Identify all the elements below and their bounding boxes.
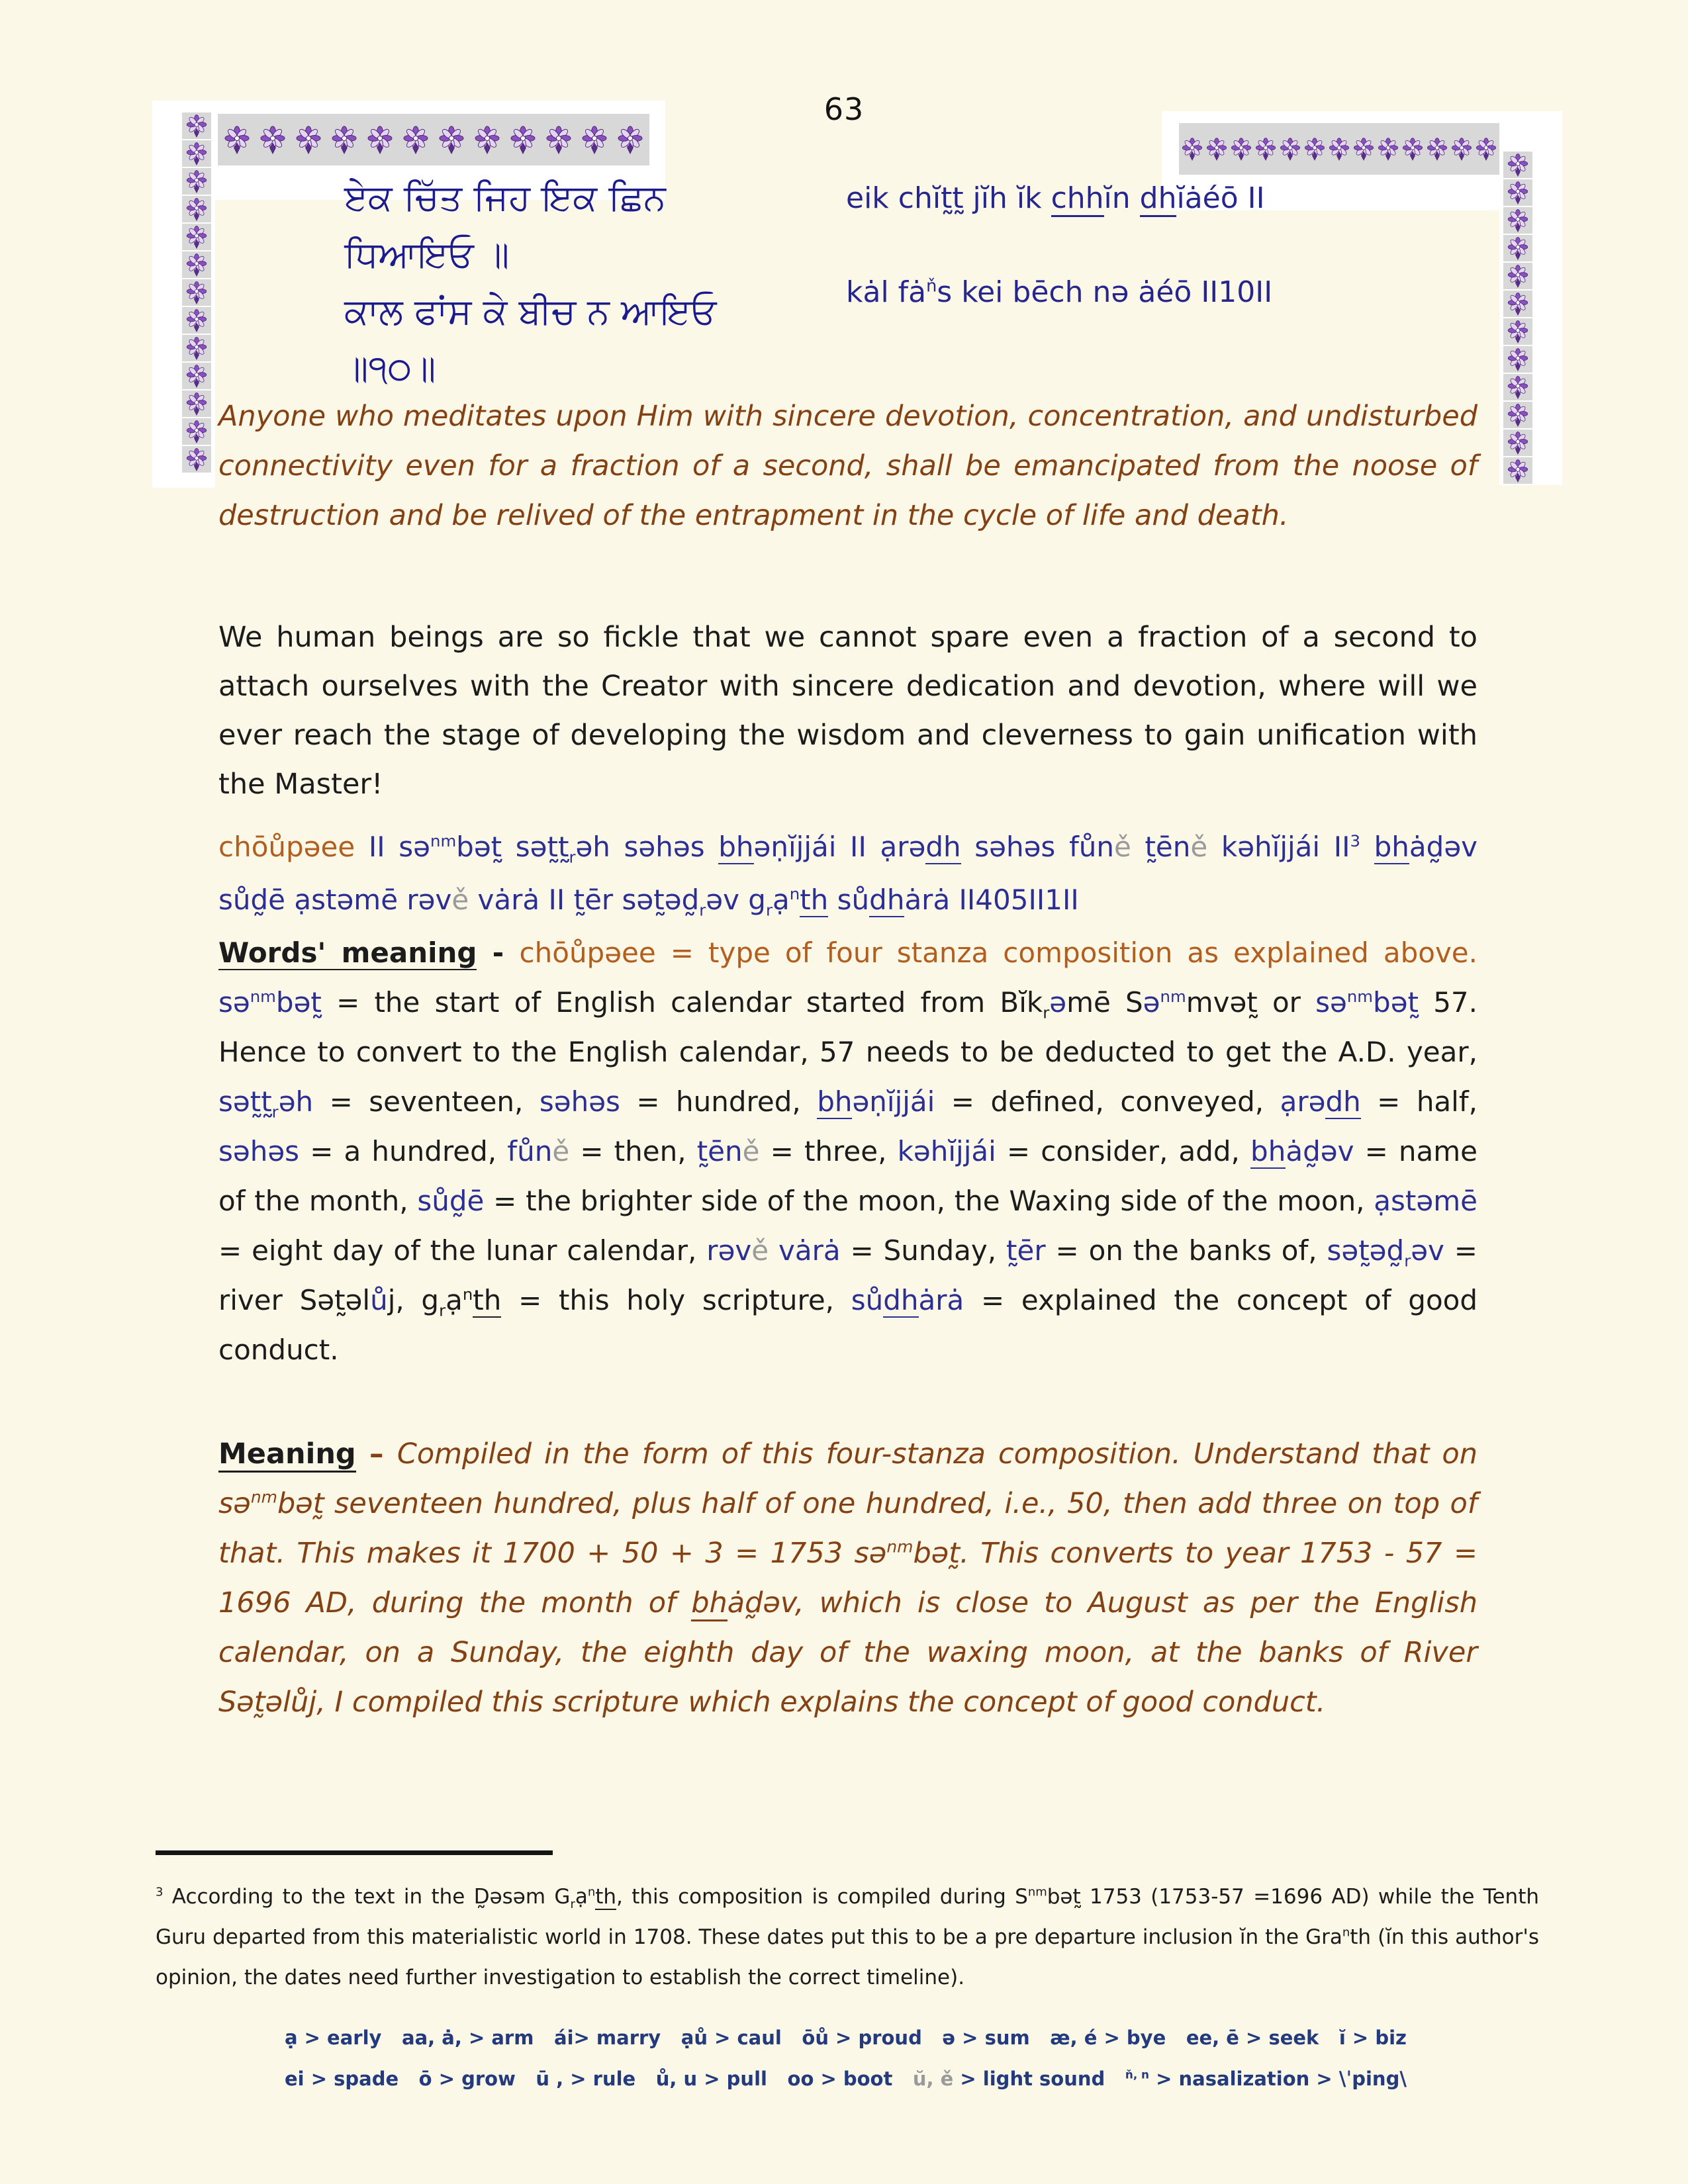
flower-icon bbox=[1254, 136, 1277, 162]
flower-icon bbox=[1450, 136, 1473, 162]
flower-tile bbox=[1503, 179, 1532, 206]
flower-icon bbox=[543, 125, 574, 154]
flower-icon bbox=[222, 125, 252, 154]
flower-tile bbox=[182, 335, 211, 361]
pronunciation-guide-item: oo > boot bbox=[787, 2068, 893, 2090]
page-number: 63 bbox=[823, 91, 865, 127]
flower-icon bbox=[400, 125, 431, 154]
pronunciation-guide-item: ə > sum bbox=[942, 2026, 1030, 2049]
flower-band bbox=[1179, 123, 1499, 175]
flower-tile bbox=[182, 307, 211, 334]
pronunciation-guide-item: ů, u > pull bbox=[655, 2068, 767, 2090]
flower-icon bbox=[184, 253, 209, 277]
pronunciation-guide-item: ĭ > biz bbox=[1338, 2026, 1407, 2049]
flower-tile bbox=[1503, 374, 1532, 400]
flower-icon bbox=[184, 420, 209, 443]
flower-icon bbox=[184, 169, 209, 193]
flower-tile bbox=[1503, 207, 1532, 234]
flower-icon bbox=[579, 125, 610, 154]
flower-icon bbox=[184, 225, 209, 249]
flower-icon bbox=[472, 125, 502, 154]
flower-icon bbox=[1505, 153, 1530, 177]
gurmukhi-verse bbox=[344, 169, 781, 397]
flower-icon bbox=[1328, 136, 1350, 162]
transliteration-line-2: kȧl $fȧ^ňs$ kei bēch nə ȧéō II10II bbox=[846, 275, 1273, 309]
flower-icon bbox=[184, 308, 209, 332]
choupai-verse: chōůpəee II sə$^{nm}$bət̰ $sət̰t̰_rəh$ səhəs bhəṇĭjjái II ạrədh səhəs fůně t̰ēně kəhĭjjái $II^3$ bhȧd̰əv sůd̰ē ạstəmē rəvě vȧrȧ II t̰ēr $sət̰əd̰_rəv$ $g_rạ^nth$ sůdhȧrȧ II405II1II bbox=[218, 831, 1478, 920]
flower-tile bbox=[182, 446, 211, 473]
flower-icon bbox=[184, 197, 209, 221]
flower-tile bbox=[182, 140, 211, 167]
pronunciation-guide-item: ái> marry bbox=[554, 2026, 661, 2049]
pronunciation-guide-item: aa, ȧ, > arm bbox=[402, 2026, 534, 2049]
pronunciation-guide-item: ei > spade bbox=[285, 2068, 399, 2090]
flower-icon bbox=[1377, 136, 1399, 162]
flower-tile bbox=[182, 251, 211, 278]
pronunciation-guide-item: ū , > rule bbox=[536, 2068, 636, 2090]
flower-tile bbox=[1503, 457, 1532, 484]
flower-icon bbox=[1303, 136, 1326, 162]
flower-icon bbox=[1505, 403, 1530, 427]
flower-icon bbox=[184, 392, 209, 416]
flower-icon bbox=[1505, 292, 1530, 316]
flower-icon bbox=[1205, 136, 1228, 162]
flower-icon bbox=[508, 125, 538, 154]
pronunciation-guide-item: ạů > caul bbox=[680, 2026, 782, 2049]
flower-icon bbox=[184, 281, 209, 304]
decor-right-column bbox=[1499, 111, 1562, 485]
flower-icon bbox=[1505, 236, 1530, 260]
flower-icon bbox=[615, 125, 645, 154]
flower-tile bbox=[1503, 263, 1532, 289]
flower-icon bbox=[1279, 136, 1301, 162]
pronunciation-guide-item: ŭ, ě > light sound bbox=[912, 2068, 1105, 2090]
transliteration-block bbox=[846, 180, 1336, 311]
pronunciation-guide-item: ạ > early bbox=[285, 2026, 382, 2049]
flower-icon bbox=[1352, 136, 1375, 162]
flower-icon bbox=[1505, 347, 1530, 371]
flower-icon bbox=[184, 336, 209, 360]
pronunciation-guide-row-1 bbox=[285, 2026, 1407, 2049]
flower-tile bbox=[1503, 291, 1532, 317]
gurmukhi-line: ॥੧੦॥ bbox=[344, 347, 436, 389]
flower-icon bbox=[1505, 264, 1530, 288]
flower-icon bbox=[1505, 375, 1530, 399]
flower-icon bbox=[293, 125, 324, 154]
flower-icon bbox=[365, 125, 395, 154]
flower-icon bbox=[1401, 136, 1424, 162]
gurmukhi-line: ਏਕ ਚਿੱਤ ਜਿਹ ਇਕ ਛਿਨ bbox=[344, 177, 666, 218]
gurmukhi-line: ਧਿਆਇਓ ॥ bbox=[344, 234, 510, 275]
flower-tile bbox=[182, 168, 211, 195]
flower-icon bbox=[1475, 136, 1497, 162]
gurmukhi-line: ਕਾਲ ਫਾਂਸ ਕੇ ਬੀਚ ਨ ਆਇਓ bbox=[344, 291, 717, 332]
footnote-text: $^3$ According to the text in the D̰əsəm $G_rạ^nth$, this composition is compiled during $S^{nm}bət̰$ 1753 (1753-57 =1696 AD) while the Tenth Guru departed from this materialistic world in 1708. These dates put this to be a pre departure inclusion ĭn the Gra$^n$th (ĭn this author's opinion, the dates need further investigation to establish the correct timeline). bbox=[156, 1885, 1539, 1989]
flower-icon bbox=[329, 125, 359, 154]
flower-tile bbox=[1503, 235, 1532, 261]
flower-icon bbox=[1426, 136, 1448, 162]
words-meaning-paragraph: Words' meaning - chōůpəee = type of four stanza composition as explained above. sə$^{nm}$bət̰ = the start of English calendar started from Bĭk$_r$əmē Sə$^{nm}$mvət̰ or sə$^{nm}$bət̰ 57. Hence to convert to the English calendar, 57 needs to be deducted to get the A.D. year, $sət̰t̰_rəh$ = seventeen, səhəs = hundred, bhəṇĭjjái = defined, conveyed, ạrədh = half, səhəs = a hundred, fůně = then, t̰ēně = three, kəhĭjjái = consider, add, bhȧd̰əv = name of the month, sůd̰ē = the brighter side of the moon, the Waxing side of the moon, ạstəmē = eight day of the lunar calendar, rəvě vȧrȧ = Sunday, t̰ēr = on the banks of, $sət̰əd̰_rəv$ = river Sət̰əlůj, $g_rạ^nth$ = this holy scripture, sůdhȧrȧ = explained the concept of good conduct. bbox=[218, 936, 1478, 1366]
flower-icon bbox=[184, 142, 209, 165]
flower-icon bbox=[1505, 320, 1530, 343]
commentary-paragraph: We human beings are so fickle that we cannot spare even a fraction of a second to attach ourselves with the Creator with sincere dedication and devotion, where will we ever reach the stage of developing the wisdom and cleverness to gain unification with the Master! bbox=[218, 621, 1477, 801]
flower-icon bbox=[1505, 431, 1530, 455]
pronunciation-guide-row-2 bbox=[285, 2068, 1407, 2090]
flower-tile bbox=[182, 418, 211, 445]
pronunciation-guide-item: æ, é > bye bbox=[1050, 2026, 1166, 2049]
flower-icon bbox=[1181, 136, 1203, 162]
flower-tile bbox=[182, 279, 211, 306]
footnote-divider bbox=[156, 1850, 553, 1855]
transliteration-line-1: eik chĭt̰t̰ jĭh ĭk chhĭn dhĭȧéō II bbox=[846, 180, 1336, 217]
pronunciation-guide-item: ō > grow bbox=[418, 2068, 516, 2090]
flower-icon bbox=[184, 364, 209, 388]
flower-icon bbox=[1505, 208, 1530, 232]
translation-paragraph: Anyone who meditates upon Him with sincere devotion, concentration, and undisturbed connectivity even for a fraction of a second, shall be emancipated from the noose of destruction and be relived of the entrapment in the cycle of life and death. bbox=[218, 400, 1477, 532]
flower-icon bbox=[184, 447, 209, 471]
pronunciation-guide-item: ee, ē > seek bbox=[1186, 2026, 1319, 2049]
flower-tile bbox=[1503, 318, 1532, 345]
pronunciation-guide-item: ōů > proud bbox=[802, 2026, 922, 2049]
flower-tile bbox=[1503, 346, 1532, 373]
flower-tile bbox=[1503, 402, 1532, 428]
flower-icon bbox=[436, 125, 467, 154]
flower-tile bbox=[182, 224, 211, 250]
decor-left-column bbox=[152, 101, 215, 488]
flower-icon bbox=[1505, 181, 1530, 205]
flower-tile bbox=[182, 363, 211, 389]
flower-tile bbox=[1503, 430, 1532, 456]
flower-tile bbox=[182, 390, 211, 417]
flower-icon bbox=[1230, 136, 1252, 162]
flower-tile bbox=[1503, 152, 1532, 178]
flower-icon bbox=[1505, 459, 1530, 482]
flower-tile bbox=[182, 196, 211, 222]
flower-icon bbox=[258, 125, 288, 154]
pronunciation-guide-item: $^{ň, n}$ > nasalization > \ˈping\ bbox=[1125, 2068, 1407, 2090]
meaning-paragraph: Meaning – Compiled in the form of this four-stanza composition. Understand that on sə$^{nm}$bət̰ seventeen hundred, plus half of one hundred, i.e., 50, then add three on top of that. This makes it 1700 + 50 + 3 = 1753 sə$^{nm}$bət̰. This converts to year 1753 - 57 = 1696 AD, during the month of bhȧd̰əv, which is close to August as per the English calendar, on a Sunday, the eighth day of the waxing moon, at the banks of River Sət̰əlůj, I compiled this scripture which explains the concept of good conduct. bbox=[218, 1437, 1477, 1719]
